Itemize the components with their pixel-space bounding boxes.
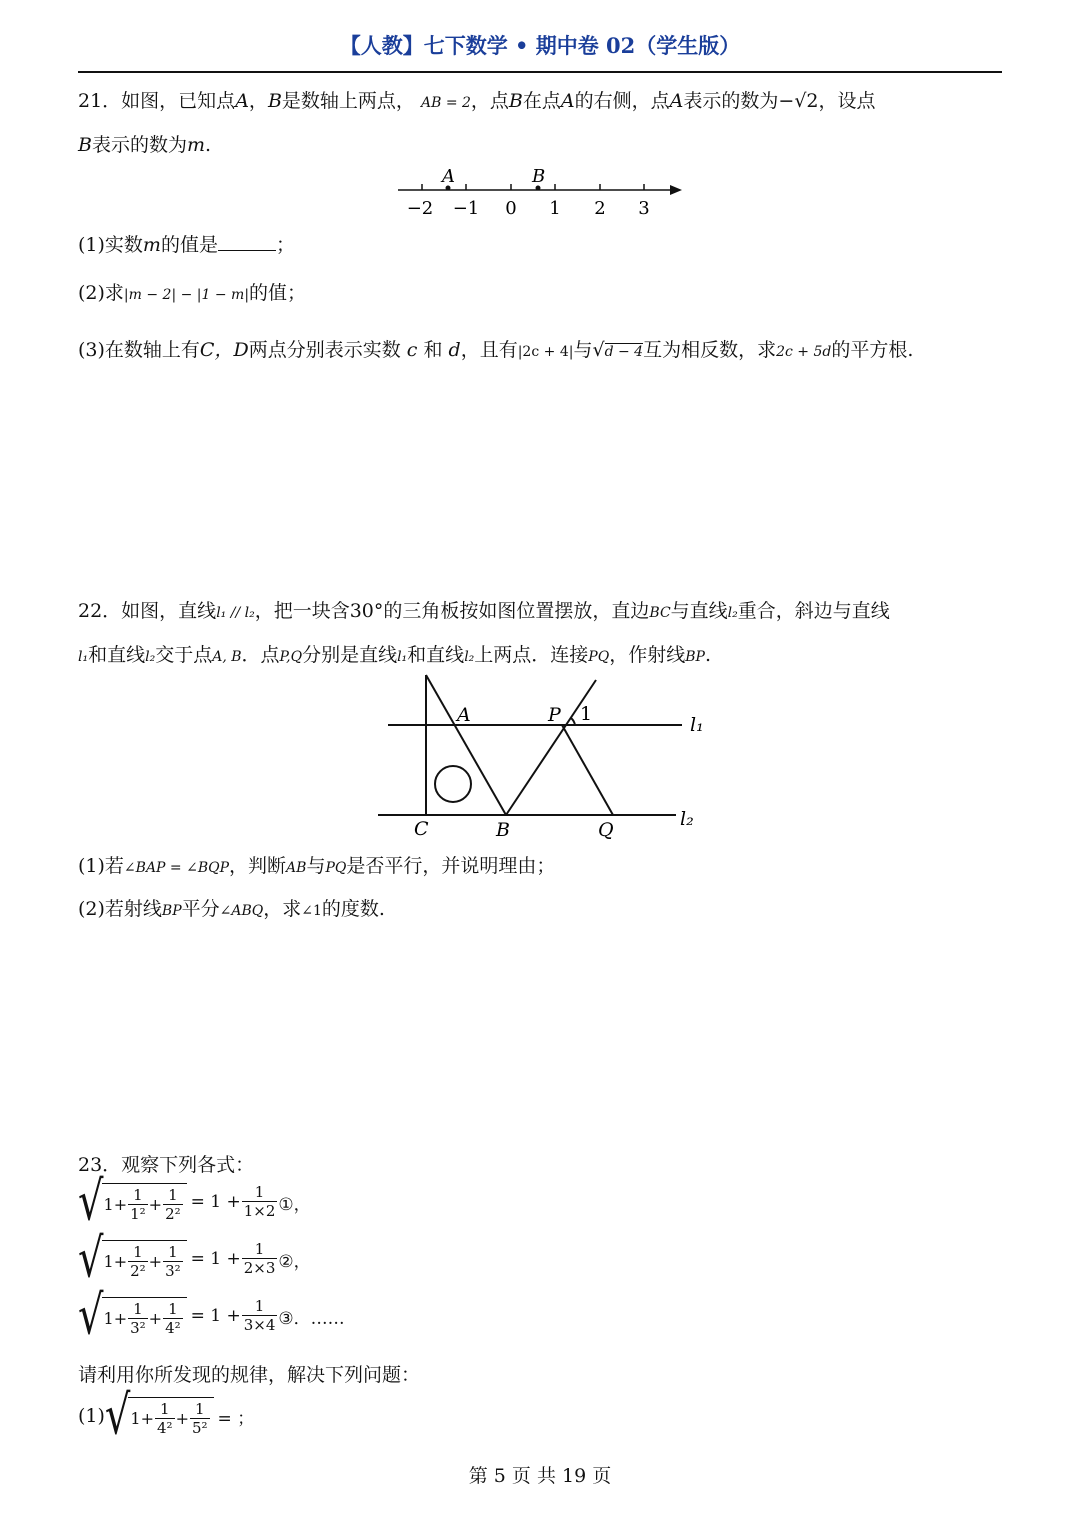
point-B: B [508,90,523,112]
tick-label: 3 [638,198,650,219]
sqrt-d4: √d − 4 [592,339,644,361]
fraction [242,1242,278,1276]
numerator: 1 [133,1185,143,1204]
fig-label-Q: Q [598,819,614,841]
numerator: 1 [254,1297,265,1315]
text: (1) [78,1405,105,1427]
text: ， [248,90,268,112]
line-l1: l₁ [397,649,408,665]
text: 1 [103,1252,114,1271]
fig-label-l1: l₁ [690,714,704,736]
text: 是否平行，并说明理由； [346,855,556,877]
fraction [128,1185,148,1223]
label-A: A [442,166,455,187]
circled-number: ②， [278,1251,311,1272]
fraction [190,1399,210,1437]
q22-part1 [78,851,555,878]
text: 与 [306,855,326,877]
text: 是数轴上两点， [281,90,415,112]
sqrt-expression [78,1284,187,1348]
line-l1: l₁ [78,649,89,665]
segment-PQ-drawing [562,725,613,815]
denominator: 3² [165,1261,181,1280]
text: 与 [573,339,593,361]
q23-equation-1 [78,1170,311,1234]
var-c: c [406,339,418,361]
text: 的度数. [321,898,385,920]
text: + [148,1195,163,1214]
ray-BP: BP [161,903,182,919]
fraction [242,1299,278,1333]
header-rule [78,71,1002,73]
numerator: 1 [254,1240,265,1258]
radical-sign: √ [104,1384,131,1448]
text: + [113,1195,128,1214]
point-A: A [669,90,684,112]
numerator: 1 [133,1242,143,1261]
radical-sign: √ [78,1227,104,1291]
text: . [704,644,711,666]
denominator: 2×3 [243,1259,276,1277]
segment-PQ: PQ [325,860,347,876]
q21-part3 [78,335,913,362]
tick-label: 1 [549,198,561,219]
parallel-lines: l₁ // l₂ [216,605,255,621]
abs-expression: |m − 2| − |1 − m| [123,287,250,303]
q21-part1 [78,230,295,257]
axis-arrow-icon [670,185,682,195]
text: 交于点 [155,644,213,666]
segment-BC: BC [649,605,671,621]
text: + [148,1309,163,1328]
denominator: 2² [165,1204,181,1223]
q22-line1 [78,596,890,623]
text: 1 [103,1309,114,1328]
text: + [113,1309,128,1328]
segment-AB: AB [286,860,307,876]
text: 和 [423,339,443,361]
numerator: 1 [194,1399,205,1418]
text: 的值； [249,282,307,304]
radical-body [102,1297,187,1336]
text: 的平方根. [831,339,914,361]
text: 的值是 [160,234,218,256]
expr-2c5d: 2c + 5d [776,344,832,360]
text: (2)若射线 [78,898,162,920]
denominator: 3² [130,1318,146,1337]
fig-label-P: P [548,704,561,726]
point-A: A [235,90,249,112]
point-B: B [78,134,92,156]
points-AB: A, B [212,649,242,665]
radical-body [102,1183,187,1222]
radical-body [102,1240,187,1279]
points-PQ: P,Q [279,649,303,665]
triangle-hole [435,766,471,802]
text: = 1 + [190,1249,241,1269]
numerator: 1 [168,1185,178,1204]
fraction [163,1185,183,1223]
denominator: 5² [191,1418,208,1437]
ray-BP-drawing [506,680,596,815]
fraction [163,1242,183,1280]
numerator: 1 [168,1299,178,1318]
text: = 1 + [190,1192,241,1212]
text: (2)求 [78,282,124,304]
fig-label-A: A [457,704,471,726]
text: 1 [130,1409,141,1428]
text: (1)实数 [78,234,143,256]
tick-label: 2 [594,198,606,219]
fraction [155,1399,175,1437]
text: ，作射线 [609,644,686,666]
text: ．点 [241,644,280,666]
q22-part2 [78,894,385,921]
tick-label: 0 [505,198,517,219]
sqrt-expression [104,1384,214,1448]
angle-1: ∠1 [301,903,322,919]
sqrt-d4-body: d − 4 [604,344,644,360]
text: = ； [217,1408,255,1429]
answer-blank[interactable] [218,234,276,251]
tick-label: −2 [406,198,434,219]
text: (1)若 [78,855,124,877]
label-B: B [532,166,546,187]
text: 和直线 [407,644,465,666]
var-m: m [142,234,161,256]
text: 上两点．连接 [474,644,589,666]
text: ，把一块含30°的三角板按如图位置摆放，直边 [254,600,650,622]
fig-label-B: B [496,819,510,841]
point-A: A [560,90,575,112]
text: + [113,1252,128,1271]
fraction [128,1299,148,1337]
q23-title: 23．观察下列各式： [78,1154,255,1176]
ab-equation: AB = 2 [420,95,471,111]
text: ，求 [263,898,302,920]
number-line-figure [390,162,690,222]
var-d: d [448,339,461,361]
text: 与直线 [670,600,728,622]
angle-equation: ∠BAP = ∠BQP [123,860,230,876]
text: ； [275,234,295,256]
denominator: 4² [165,1318,181,1337]
segment-PQ: PQ [588,649,610,665]
q21-part2 [78,278,306,305]
text: 表示的数为 [91,134,187,156]
angle-1-arc [571,718,575,725]
ray-BP: BP [685,649,705,665]
text: . [205,134,212,156]
text: 两点分别表示实数 [248,339,401,361]
text: ，设点 [818,90,876,112]
text: + [148,1252,163,1271]
radical-body [128,1397,213,1436]
text: ，判断 [229,855,287,877]
q23-equation-2 [78,1227,311,1291]
text: ，且有 [460,339,518,361]
fig-label-1: 1 [580,703,593,725]
circled-number: ①， [278,1194,311,1215]
text: 1 [103,1195,114,1214]
fig-label-C: C [414,818,429,840]
page-footer: 第 5 页 共 19 页 [468,1465,612,1487]
points-CD: C，D [199,339,249,361]
q23-instruction: 请利用你所发现的规律，解决下列问题： [78,1364,421,1386]
fig-label-l2: l₂ [680,808,694,830]
line-l2: l₂ [727,605,738,621]
text: 在点 [522,90,561,112]
radical-sign: √ [78,1170,104,1234]
point-B: B [267,90,282,112]
neg-sqrt2: −√2 [778,90,819,112]
denominator: 1² [130,1204,146,1223]
tick-label: −1 [452,198,480,219]
fraction [163,1299,183,1337]
fraction [242,1185,278,1219]
var-m: m [186,134,206,156]
q23-equation-3 [78,1284,345,1348]
text: 的右侧，点 [574,90,670,112]
text: 表示的数为 [683,90,779,112]
line-l2: l₂ [464,649,475,665]
abs-2c4: |2c + 4| [517,344,574,360]
denominator: 1×2 [243,1202,276,1220]
denominator: 4² [157,1418,173,1437]
numerator: 1 [133,1299,143,1318]
numerator: 1 [160,1399,170,1418]
text: 和直线 [88,644,146,666]
q21-line1 [78,86,876,113]
q21-line2 [78,130,211,157]
sqrt-expression [78,1227,187,1291]
text: 22．如图，直线 [78,600,217,622]
text: (3)在数轴上有 [78,339,200,361]
page-header: 【人教】七下数学 • 期中卷 02（学生版） [339,33,741,58]
text: ，点 [470,90,509,112]
q23-part1 [78,1384,255,1448]
text: 重合，斜边与直线 [737,600,890,622]
text: 分别是直线 [302,644,398,666]
angle-ABQ: ∠ABQ [219,903,264,919]
circled-number: ③．…… [278,1308,345,1329]
line-l2: l₂ [145,649,156,665]
text: 21．如图，已知点 [78,90,236,112]
text: + [140,1409,155,1428]
text: + [175,1409,189,1428]
text: = 1 + [190,1306,241,1326]
q22-line2 [78,640,711,667]
numerator: 1 [254,1183,265,1201]
sqrt-expression [78,1170,187,1234]
fraction [128,1242,148,1280]
text: 互为相反数，求 [643,339,777,361]
text: 平分 [181,898,220,920]
denominator: 2² [130,1261,146,1280]
denominator: 3×4 [243,1316,276,1334]
numerator: 1 [168,1242,178,1261]
radical-sign: √ [78,1284,104,1348]
geometry-figure [370,668,710,846]
